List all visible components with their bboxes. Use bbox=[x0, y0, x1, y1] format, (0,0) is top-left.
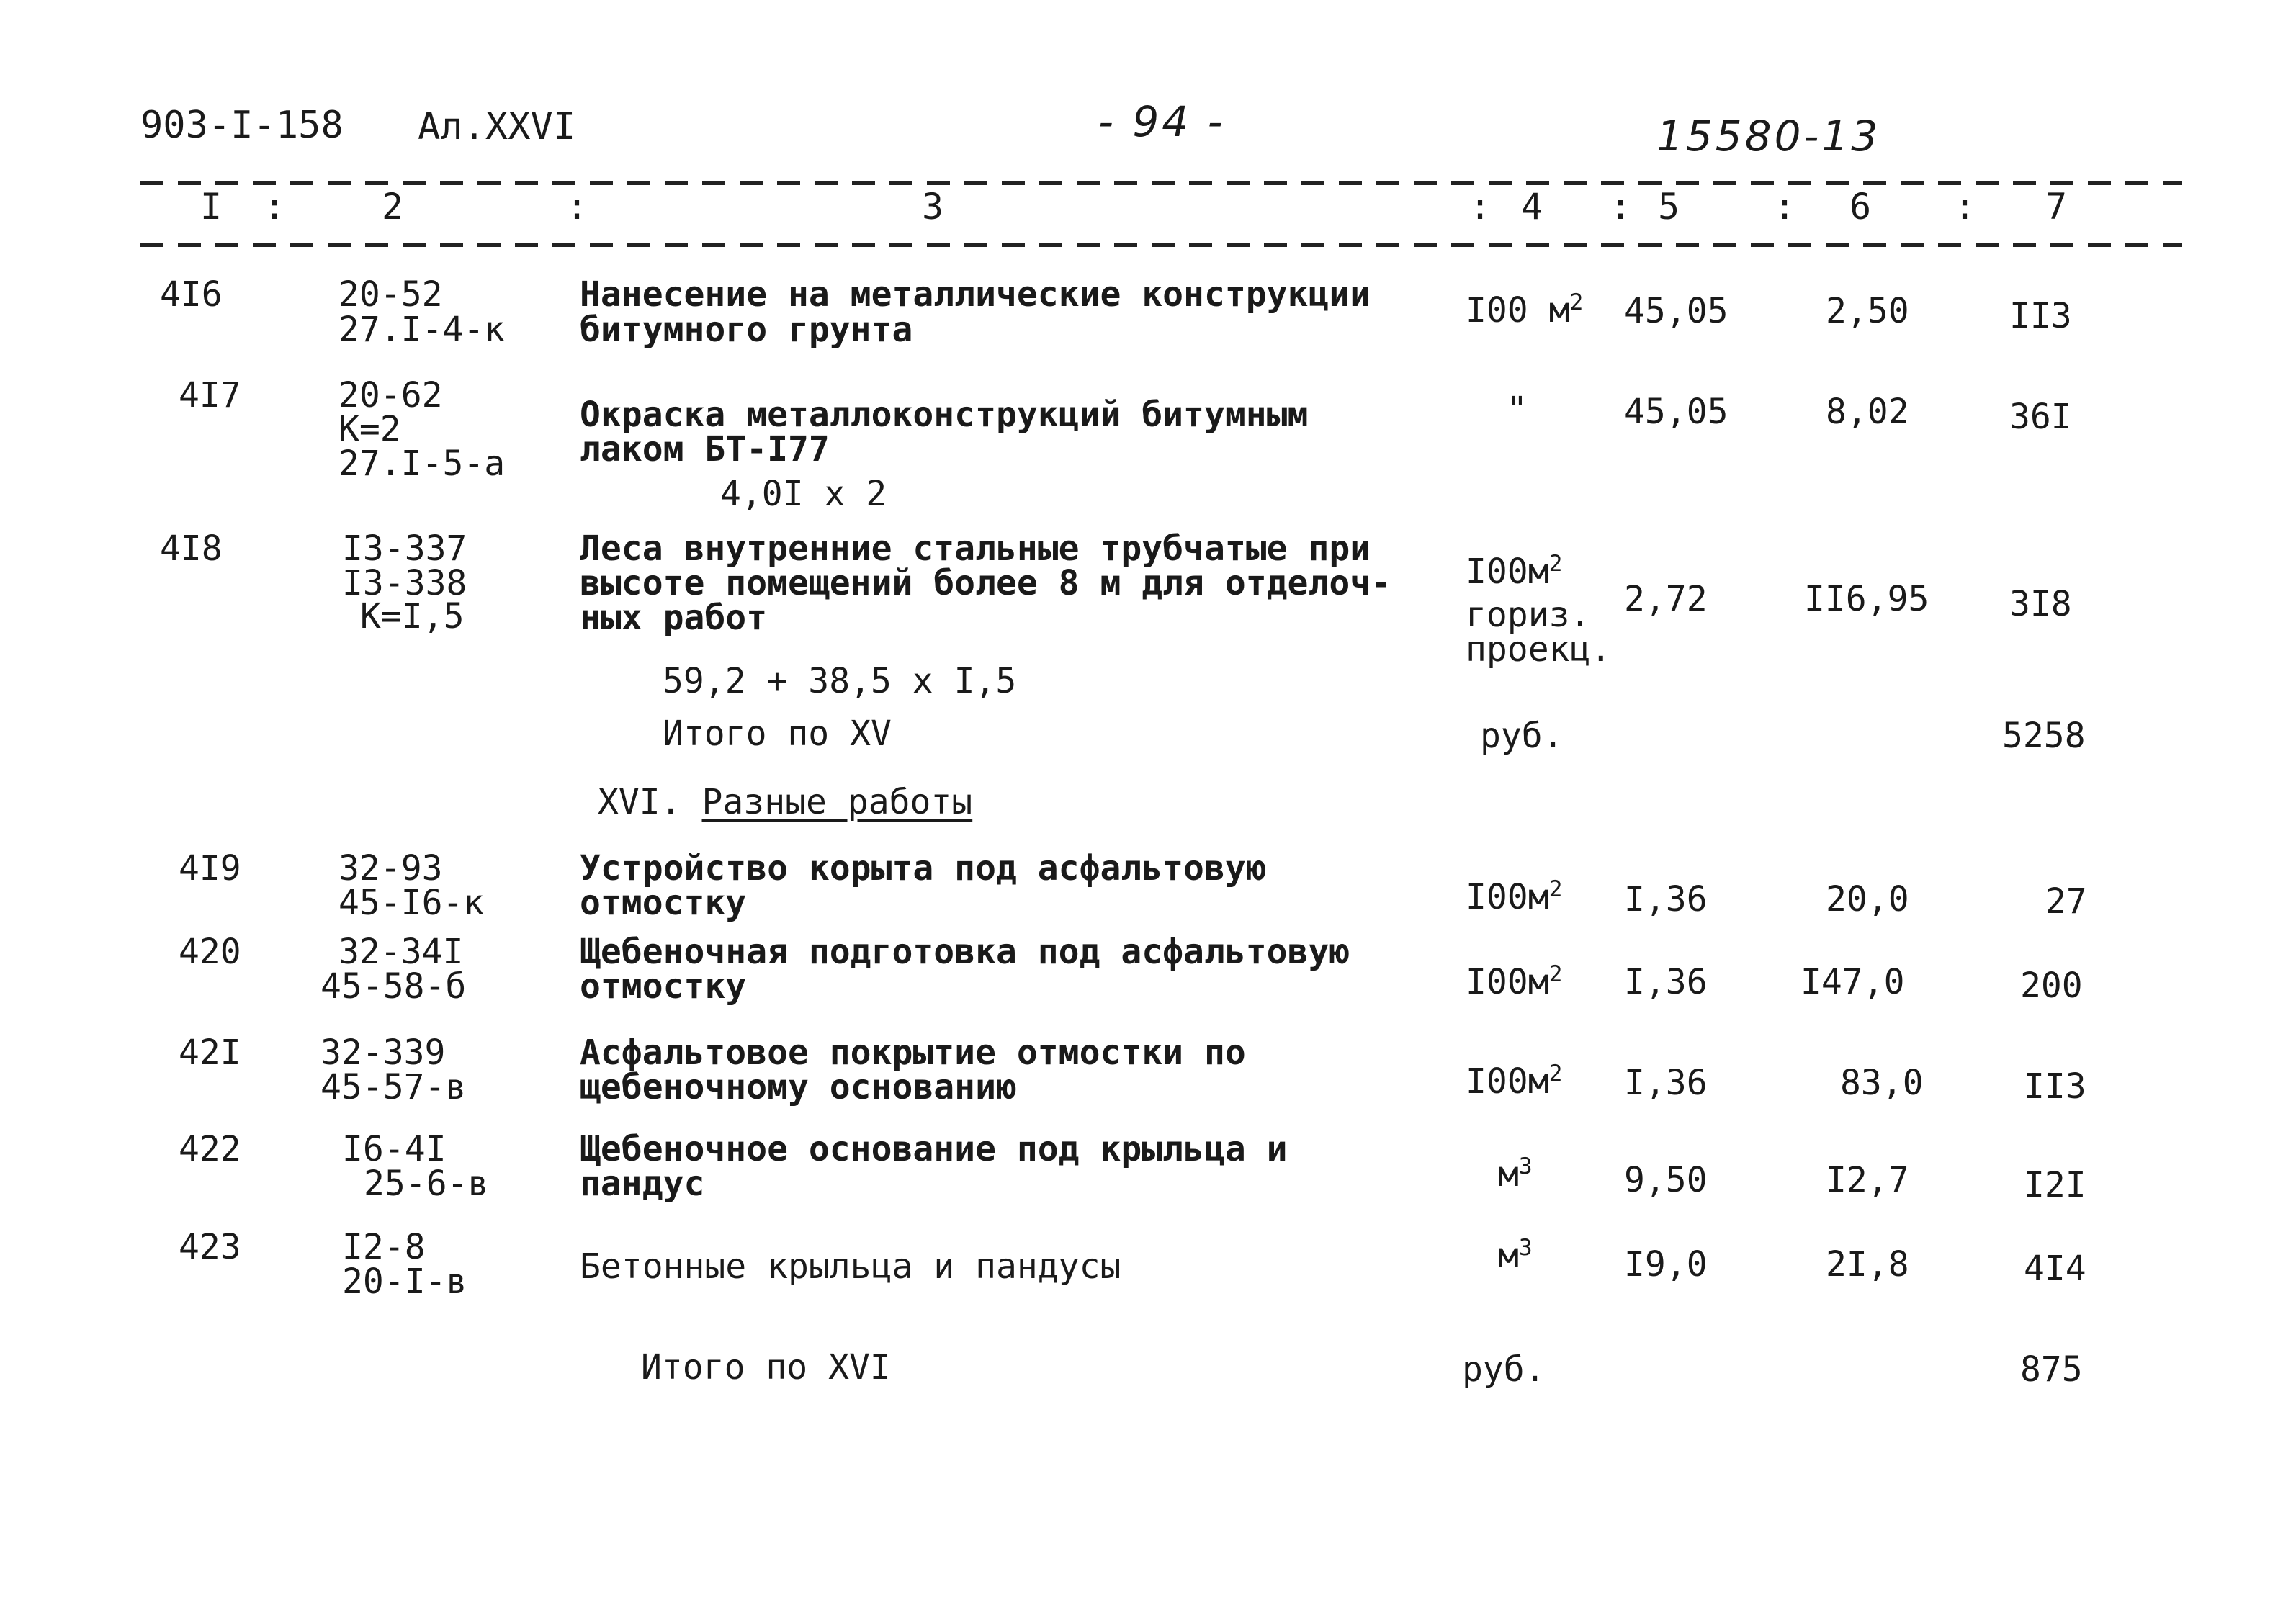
unit-price: I2,7 bbox=[1826, 1160, 1909, 1200]
total-label: Итого по XV bbox=[663, 714, 892, 754]
norm-ref: I6-4I bbox=[342, 1129, 447, 1169]
col-separator: : bbox=[264, 186, 286, 228]
norm-ref: 27.I-4-к bbox=[338, 310, 506, 350]
quantity: I,36 bbox=[1624, 879, 1708, 919]
unit-ditto: " bbox=[1507, 390, 1528, 430]
document-code: 903-I-158 bbox=[140, 104, 344, 147]
unit: $м^3$ bbox=[1498, 1153, 1533, 1195]
quantity: 45,05 bbox=[1624, 392, 1728, 432]
quantity: I,36 bbox=[1624, 1063, 1708, 1103]
work-description: Щебеночное основание под крыльца и bbox=[580, 1129, 1288, 1169]
unit-price: 2,50 bbox=[1826, 291, 1909, 331]
norm-ref: I3-338 bbox=[342, 563, 467, 603]
cost: II3 bbox=[2024, 1066, 2086, 1107]
work-description: отмостку bbox=[580, 966, 747, 1007]
row-number: 42I bbox=[179, 1033, 241, 1073]
norm-ref: I2-8 bbox=[342, 1227, 426, 1267]
norm-ref: 25-6-в bbox=[364, 1164, 489, 1204]
work-description: Щебеночная подготовка под асфальтовую bbox=[580, 932, 1350, 972]
cost: 4I4 bbox=[2024, 1249, 2086, 1289]
unit-price: 83,0 bbox=[1840, 1063, 1924, 1103]
col-header-2: 2 bbox=[382, 186, 404, 228]
work-description: ных работ bbox=[580, 598, 768, 638]
work-description: Устройство корыта под асфальтовую bbox=[580, 848, 1267, 889]
col-separator: : bbox=[566, 186, 588, 228]
unit-price: II6,95 bbox=[1804, 579, 1929, 619]
row-number: 4I9 bbox=[179, 848, 241, 889]
norm-ref: 45-58-б bbox=[320, 966, 467, 1007]
calculation: 59,2 + 38,5 x I,5 bbox=[663, 661, 1017, 701]
row-number: 4I6 bbox=[160, 274, 223, 315]
norm-ref: К=I,5 bbox=[360, 596, 465, 636]
work-description: щебеночному основанию bbox=[580, 1067, 1017, 1107]
work-description: высоте помещений более 8 м для отделоч- bbox=[580, 563, 1392, 603]
work-description: Леса внутренние стальные трубчатые при bbox=[580, 528, 1371, 569]
col-header-3: 3 bbox=[922, 186, 944, 228]
work-description: лаком БТ-I77 bbox=[580, 429, 830, 469]
unit: $I00м^2$ bbox=[1466, 1061, 1563, 1102]
unit: $м^3$ bbox=[1498, 1235, 1533, 1276]
work-description: отмостку bbox=[580, 883, 747, 923]
col-separator: : bbox=[1610, 186, 1632, 228]
page-number: - 94 - bbox=[1098, 97, 1226, 146]
norm-ref: 27.I-5-а bbox=[338, 444, 506, 484]
row-number: 4I7 bbox=[179, 375, 241, 415]
col-header-5: 5 bbox=[1658, 186, 1680, 228]
work-description: битумного грунта bbox=[580, 310, 913, 350]
total-unit: руб. bbox=[1480, 716, 1564, 756]
header-rule-top bbox=[140, 181, 2182, 185]
total-label: Итого по XVI bbox=[641, 1347, 891, 1387]
cost: 3I8 bbox=[2009, 584, 2072, 624]
col-separator: : bbox=[1954, 186, 1976, 228]
header-rule-bottom bbox=[140, 243, 2182, 247]
unit-price: 8,02 bbox=[1826, 392, 1909, 432]
norm-ref: 45-57-в bbox=[320, 1067, 467, 1107]
quantity: 2,72 bbox=[1624, 579, 1708, 619]
album-number: Ал.XXVI bbox=[418, 105, 576, 148]
cost: 200 bbox=[2020, 966, 2083, 1006]
section-heading: XVI. Разные работы bbox=[598, 782, 973, 822]
work-description: Асфальтовое покрытие отмостки по bbox=[580, 1033, 1246, 1073]
row-number: 422 bbox=[179, 1129, 241, 1169]
work-description: Бетонные крыльца и пандусы bbox=[580, 1246, 1121, 1287]
norm-ref: К=2 bbox=[338, 409, 401, 449]
unit: $I00м^2$ bbox=[1466, 961, 1563, 1002]
norm-ref: 32-339 bbox=[320, 1033, 446, 1073]
unit-detail: проекц. bbox=[1466, 629, 1612, 670]
col-header-4: 4 bbox=[1521, 186, 1543, 228]
unit: I00 $м^2$ bbox=[1466, 289, 1584, 330]
work-description: пандус bbox=[580, 1164, 705, 1204]
cost: I2I bbox=[2024, 1165, 2086, 1205]
norm-ref: 20-52 bbox=[338, 274, 443, 315]
unit-price: 2I,8 bbox=[1826, 1244, 1909, 1285]
unit-price: 20,0 bbox=[1826, 879, 1909, 919]
unit-price: I47,0 bbox=[1801, 962, 1905, 1002]
norm-ref: 20-I-в bbox=[342, 1261, 467, 1302]
total-cost: 875 bbox=[2020, 1349, 2083, 1390]
quantity: 9,50 bbox=[1624, 1160, 1708, 1200]
quantity: 45,05 bbox=[1624, 291, 1728, 331]
row-number: 420 bbox=[179, 932, 241, 972]
norm-ref: 32-93 bbox=[338, 848, 443, 889]
cost: 27 bbox=[2045, 881, 2087, 922]
total-cost: 5258 bbox=[2002, 716, 2086, 756]
col-separator: : bbox=[1469, 186, 1492, 228]
norm-ref: 45-I6-к bbox=[338, 883, 485, 923]
quantity: I,36 bbox=[1624, 962, 1708, 1002]
work-description: Нанесение на металлические конструкции bbox=[580, 274, 1371, 315]
col-header-7: 7 bbox=[2045, 186, 2068, 228]
cost: II3 bbox=[2009, 296, 2072, 336]
unit: $I00м^2$ bbox=[1466, 876, 1563, 917]
row-number: 423 bbox=[179, 1227, 241, 1267]
calculation: 4,0I x 2 bbox=[720, 474, 887, 514]
sheet-number: 15580-13 bbox=[1656, 112, 1881, 161]
norm-ref: 20-62 bbox=[338, 375, 443, 415]
cost: 36I bbox=[2009, 397, 2072, 437]
col-header-1: I bbox=[200, 186, 223, 228]
col-separator: : bbox=[1774, 186, 1796, 228]
norm-ref: 32-34I bbox=[338, 932, 464, 972]
quantity: I9,0 bbox=[1624, 1244, 1708, 1285]
col-header-6: 6 bbox=[1849, 186, 1872, 228]
total-unit: руб. bbox=[1462, 1349, 1546, 1390]
work-description: Окраска металлоконструкций битумным bbox=[580, 395, 1309, 435]
row-number: 4I8 bbox=[160, 528, 223, 569]
unit-detail: гориз. bbox=[1466, 595, 1591, 635]
unit: $I00м^2$ bbox=[1466, 551, 1563, 592]
norm-ref: I3-337 bbox=[342, 528, 467, 569]
